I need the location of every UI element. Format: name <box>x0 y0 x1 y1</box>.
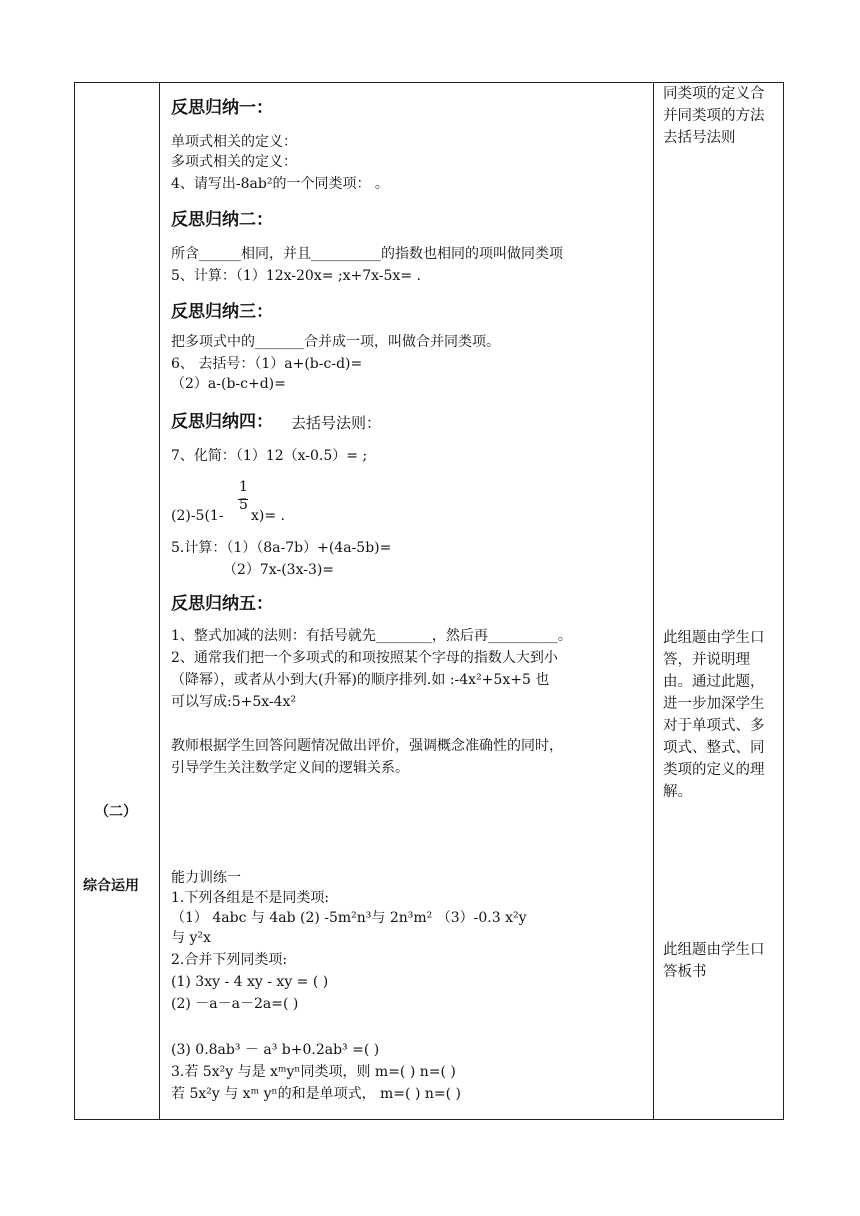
fraction-denominator: 5 <box>239 497 248 513</box>
exercise-3: 3.若 5x²y 与是 xᵐyⁿ同类项，则 m=( ) n=( ) <box>171 1064 456 1080</box>
section-number: （二） <box>95 804 137 820</box>
column-divider <box>159 83 160 1119</box>
exercise-3-part-2: 若 5x²y 与 xᵐ yⁿ的和是单项式， m=( ) n=( ) <box>171 1086 461 1102</box>
heading-reflect-5: 反思归纳五： <box>171 594 273 614</box>
note-oral-answer: 此组题由学生口答，并说明理由。通过此题，进一步加深学生对于单项式、多项式、整式、同类项的定义的理解。 <box>663 630 765 800</box>
training-title: 能力训练一 <box>171 870 241 886</box>
question-6: 6、 去括号：（1）a+(b-c-d)= <box>171 356 363 372</box>
content-column <box>171 83 647 1119</box>
section-title: 综合运用 <box>83 878 139 894</box>
question-7-part-2-tail: x)= . <box>251 508 285 524</box>
heading-reflect-4: 反思归纳四： <box>171 412 273 432</box>
ordering-line-2: （降幂），或者从小到大(升幂)的顺序排列.如 :-4x²+5x+5 也 <box>171 672 550 688</box>
question-7-part-2: (2)-5(1- <box>171 508 224 524</box>
exercise-2-2: (2) －a－a－2a=( ) <box>171 996 299 1012</box>
like-terms-def: 所含______相同，并且__________的指数也相同的项叫做同类项 <box>171 246 563 262</box>
ordering-line-3: 可以写成:5+5x-4x² <box>171 694 297 710</box>
line-polynomial-def: 多项式相关的定义： <box>171 154 297 170</box>
heading-reflect-3: 反思归纳三： <box>171 302 273 322</box>
exercise-1: 1.下列各组是不是同类项: <box>171 890 330 906</box>
question-6-part-2: （2）a-(b-c+d)= <box>171 376 286 392</box>
exercise-1-options: （1） 4abc 与 4ab (2) -5m²n³与 2n³m² （3）-0.3 x²y <box>171 910 527 926</box>
ordering-line-1: 2、通常我们把一个多项式的和项按照某个字母的指数人大到小 <box>171 650 558 666</box>
heading-reflect-1: 反思归纳一： <box>171 98 273 118</box>
lesson-table <box>74 82 784 1120</box>
bracket-rule-label: 去括号法则： <box>291 414 382 432</box>
stage-column <box>75 83 159 1119</box>
exercise-1-option-3-tail: 与 y²x <box>171 930 211 946</box>
teacher-note-2: 引导学生关注数学定义间的逻辑关系。 <box>171 760 409 776</box>
calc-5-2: （2）7x-(3x-3)= <box>223 562 335 578</box>
exercise-2-1: (1) 3xy - 4 xy - xy = ( ) <box>171 974 329 990</box>
combine-def: 把多项式中的_______合并成一项，叫做合并同类项。 <box>171 334 500 350</box>
question-4: 4、请写出-8ab²的一个同类项： 。 <box>171 176 389 192</box>
exercise-2-3: (3) 0.8ab³ － a³ b+0.2ab³ =( ) <box>171 1042 380 1058</box>
rule-addition: 1、整式加减的法则：有括号就先________，然后再__________。 <box>171 628 572 644</box>
calc-5-1: 5.计算：（1）（8a-7b）+(4a-5b)= <box>171 540 392 556</box>
question-5: 5、计算：（1）12x-20x= ;x+7x-5x= . <box>171 268 421 284</box>
column-divider <box>653 83 654 1119</box>
notes-column <box>663 83 783 1119</box>
fraction-numerator: 1 <box>239 479 248 495</box>
note-definitions: 同类项的定义合并同类项的方法去括号法则 <box>663 86 765 146</box>
line-monomial-def: 单项式相关的定义： <box>171 134 297 150</box>
exercise-2: 2.合并下列同类项: <box>171 952 288 968</box>
question-7: 7、化简：（1）12（x-0.5）= ; <box>171 448 368 464</box>
note-board-work: 此组题由学生口答板书 <box>663 942 765 980</box>
heading-reflect-2: 反思归纳二： <box>171 210 273 230</box>
teacher-note-1: 教师根据学生回答问题情况做出评价，强调概念准确性的同时， <box>171 738 563 754</box>
